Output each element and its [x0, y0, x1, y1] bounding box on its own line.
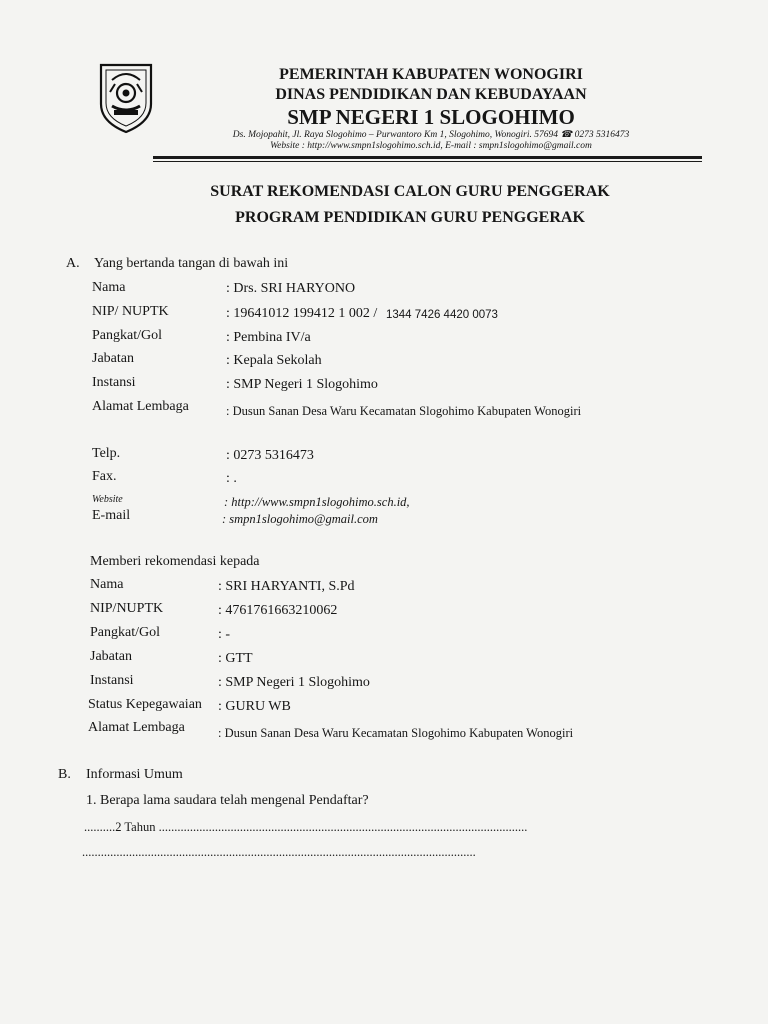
signer-position-label: Jabatan: [92, 351, 134, 366]
signer-email-value: : smpn1slogohimo@gmail.com: [222, 512, 378, 526]
section-a-marker: A.: [66, 256, 80, 271]
section-b-marker: B.: [58, 767, 71, 782]
letterhead-government: PEMERINTAH KABUPATEN WONOGIRI: [279, 66, 583, 83]
letterhead-rule-thin: [153, 161, 702, 162]
answer-1-line-2: ..............................................................................................................................: [82, 845, 476, 859]
signer-phone-label: Telp.: [92, 446, 121, 461]
document-title: SURAT REKOMENDASI CALON GURU PENGGERAK: [210, 183, 610, 200]
candidate-address-value: : Dusun Sanan Desa Waru Kecamatan Slogohimo Kabupaten Wonogiri: [218, 726, 574, 740]
signer-email-label: E-mail: [92, 508, 131, 523]
letterhead-address: Ds. Mojopahit, Jl. Raya Slogohimo – Purwantoro Km 1, Slogohimo, Wonogiri. 57694 ☎ 0273 5316473: [232, 130, 630, 140]
candidate-rank-label: Pangkat/Gol: [90, 625, 160, 640]
letterhead-rule-thick: [153, 156, 702, 159]
question-1: 1. Berapa lama saudara telah mengenal Pendaftar?: [86, 793, 369, 808]
section-b-heading: Informasi Umum: [86, 767, 183, 782]
letterhead-school-name: SMP NEGERI 1 SLOGOHIMO: [287, 105, 575, 129]
signer-institution-value: : SMP Negeri 1 Slogohimo: [226, 377, 378, 392]
candidate-institution-value: : SMP Negeri 1 Slogohimo: [218, 675, 370, 690]
candidate-rank-value: : -: [218, 627, 231, 642]
letterhead-web-email: Website : http://www.smpn1slogohimo.sch.id, E-mail : smpn1slogohimo@gmail.com: [270, 141, 592, 151]
signer-nip-label: NIP/ NUPTK: [92, 304, 169, 319]
signer-fax-value: : .: [226, 471, 237, 486]
signer-phone-value: : 0273 5316473: [226, 448, 314, 463]
candidate-address-label: Alamat Lembaga: [88, 720, 185, 735]
recommend-intro: Memberi rekomendasi kepada: [90, 554, 260, 569]
answer-1-line-1: ..........2 Tahun ......................................................................................................................: [84, 820, 528, 834]
signer-rank-label: Pangkat/Gol: [92, 328, 162, 343]
candidate-position-value: : GTT: [218, 651, 253, 666]
candidate-name-label: Nama: [90, 577, 124, 592]
candidate-position-label: Jabatan: [90, 649, 132, 664]
letterhead-department: DINAS PENDIDIKAN DAN KEBUDAYAAN: [275, 86, 587, 103]
signer-address-value: : Dusun Sanan Desa Waru Kecamatan Slogohimo Kabupaten Wonogiri: [226, 404, 582, 418]
signer-name-value: : Drs. SRI HARYONO: [226, 281, 356, 296]
signer-position-value: : Kepala Sekolah: [226, 353, 322, 368]
signer-address-label: Alamat Lembaga: [92, 399, 189, 414]
signer-rank-value: : Pembina IV/a: [226, 330, 311, 345]
signer-website-value: : http://www.smpn1slogohimo.sch.id,: [224, 495, 410, 509]
candidate-status-label: Status Kepegawaian: [88, 697, 202, 712]
signer-institution-label: Instansi: [92, 375, 136, 390]
candidate-nip-label: NIP/NUPTK: [90, 601, 164, 616]
signer-nip-value: : 19641012 199412 1 002 /: [226, 306, 378, 321]
signer-nuptk-value: 1344 7426 4420 0073: [386, 309, 498, 321]
document-subtitle: PROGRAM PENDIDIKAN GURU PENGGERAK: [235, 209, 585, 226]
signer-fax-label: Fax.: [92, 469, 117, 484]
school-emblem-logo: [98, 62, 154, 134]
candidate-nip-value: : 4761761663210062: [218, 603, 338, 618]
candidate-name-value: : SRI HARYANTI, S.Pd: [218, 579, 355, 594]
signer-name-label: Nama: [92, 280, 126, 295]
section-a-intro: Yang bertanda tangan di bawah ini: [94, 256, 289, 271]
candidate-status-value: : GURU WB: [218, 699, 291, 714]
signer-website-label: Website: [92, 494, 123, 505]
candidate-institution-label: Instansi: [90, 673, 134, 688]
